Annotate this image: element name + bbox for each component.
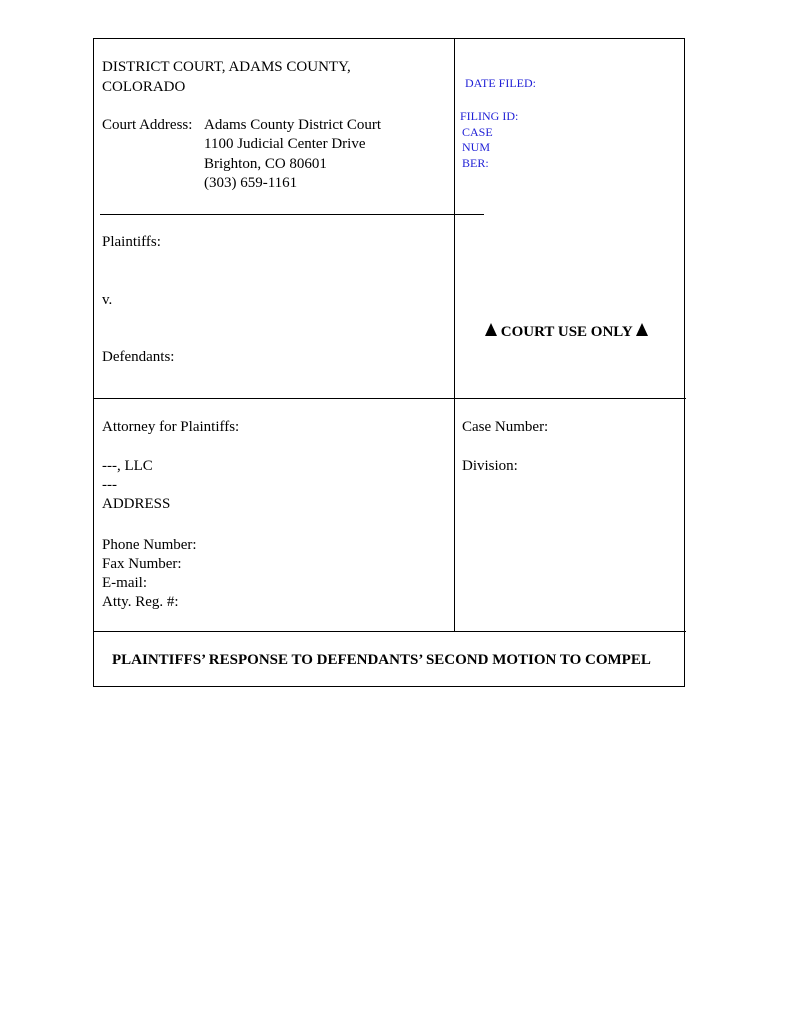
- date-filed-stamp: DATE FILED:: [465, 76, 536, 90]
- attorney-firm: ---, LLC: [102, 458, 153, 474]
- court-address-line3: Brighton, CO 80601: [204, 156, 327, 172]
- document-title: PLAINTIFFS’ RESPONSE TO DEFENDANTS’ SECOND MOTION TO COMPEL: [112, 652, 651, 668]
- caption-row-divider-attorney: [94, 631, 686, 632]
- attorney-name: ---: [102, 477, 117, 493]
- court-name-line1: DISTRICT COURT, ADAMS COUNTY,: [102, 59, 351, 75]
- court-use-only: [485, 323, 648, 343]
- caption-column-divider: [454, 39, 455, 631]
- court-address-line1: Adams County District Court: [204, 117, 382, 133]
- court-name-line2: COLORADO: [102, 79, 186, 95]
- filing-id-stamp: FILING ID:: [460, 109, 519, 123]
- case-number-stamp-1: CASE: [462, 125, 493, 139]
- case-number-label: Case Number:: [462, 419, 549, 435]
- up-triangle-icon: [636, 323, 648, 336]
- up-triangle-icon: [485, 323, 497, 336]
- case-number-stamp-2: NUM: [462, 140, 491, 154]
- attorney-reg-number: Atty. Reg. #:: [102, 594, 179, 610]
- attorney-email: E-mail:: [102, 575, 147, 591]
- division-label: Division:: [462, 458, 518, 474]
- case-number-stamp-3: BER:: [462, 156, 489, 170]
- attorney-address: ADDRESS: [102, 496, 171, 512]
- caption-row-divider-parties: [94, 398, 686, 399]
- versus-label: v.: [102, 292, 113, 308]
- caption-row-divider-court: [100, 214, 484, 215]
- attorney-heading: Attorney for Plaintiffs:: [102, 419, 240, 435]
- defendants-label: Defendants:: [102, 349, 175, 365]
- court-address-line2: 1100 Judicial Center Drive: [204, 136, 366, 152]
- attorney-phone: Phone Number:: [102, 537, 197, 553]
- attorney-fax: Fax Number:: [102, 556, 182, 572]
- court-phone: (303) 659-1161: [204, 175, 298, 191]
- plaintiffs-label: Plaintiffs:: [102, 234, 161, 250]
- court-use-only-label: COURT USE ONLY: [500, 324, 633, 340]
- court-address-label: Court Address:: [102, 117, 193, 133]
